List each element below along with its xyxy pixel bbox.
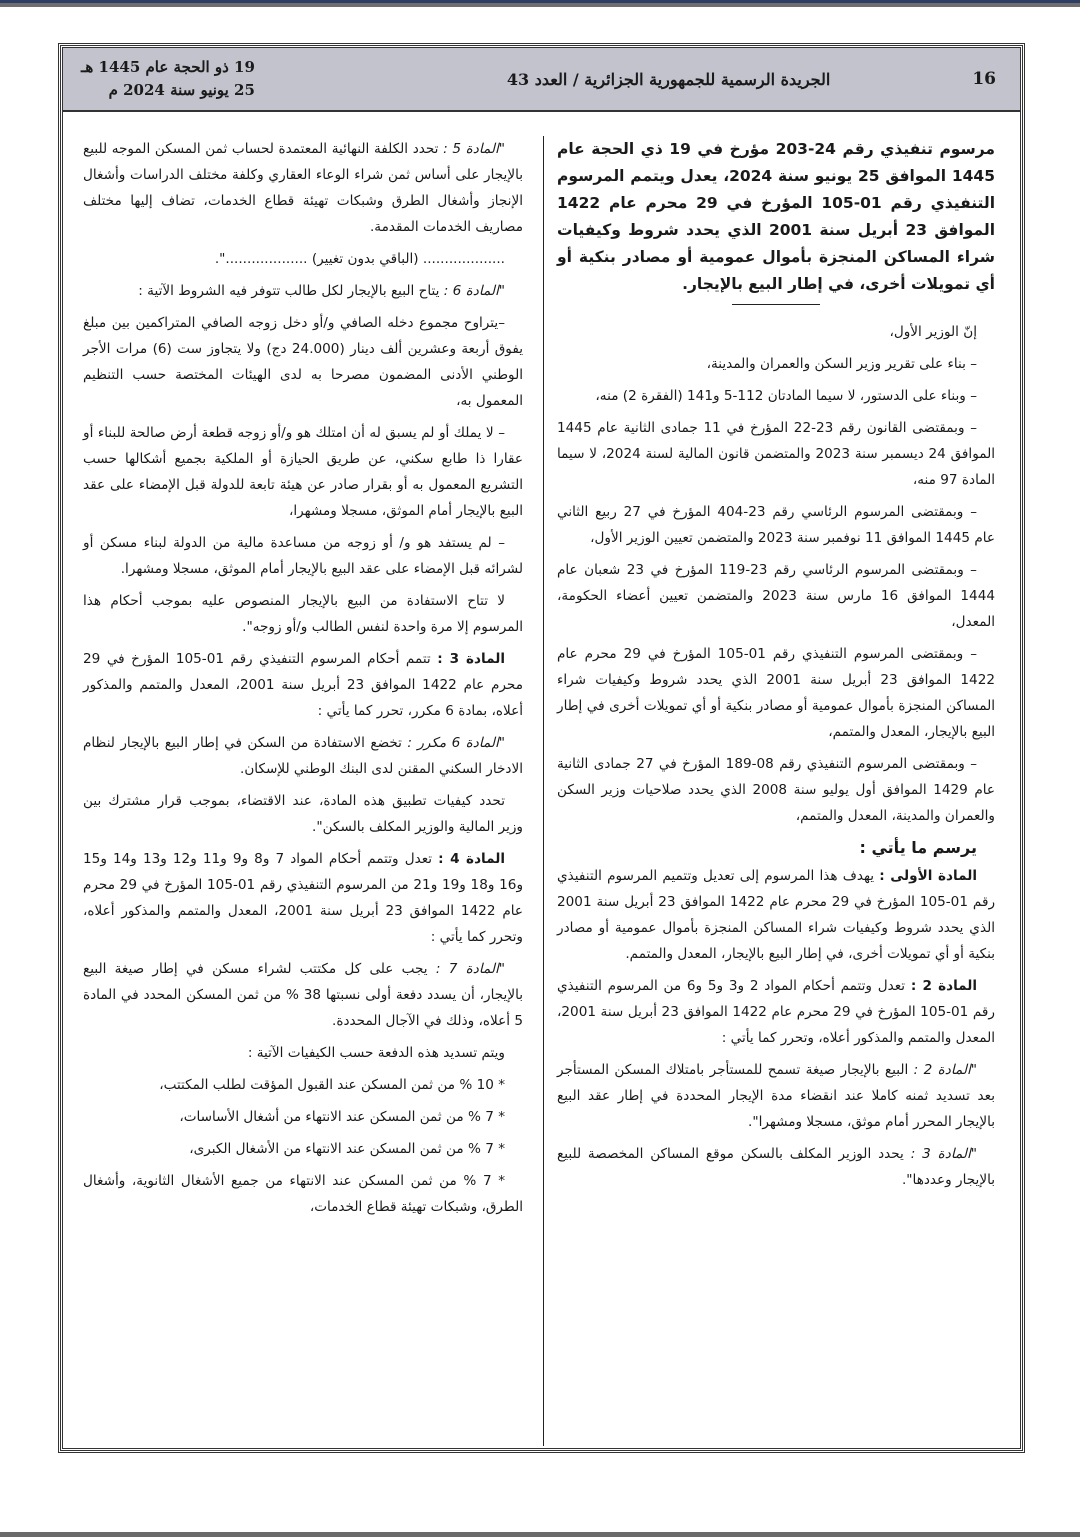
article-2 xyxy=(557,973,995,1051)
payment-item: * 7 % من ثمن المسكن عند الانتهاء من الأشغال الكبرى، xyxy=(189,1141,505,1157)
article-label: المادة 4 : xyxy=(438,851,506,867)
article-text: تتمم أحكام المرسوم التنفيذي رقم 01-105 المؤرخ في 29 محرم عام 1422 الموافق 23 أبريل سنة 2001، المعدل والمتمم والمذكور أعلاه، بمادة 6 مكرر، تحرر كما يأتي : xyxy=(83,651,523,719)
article-label: المادة الأولى : xyxy=(879,868,977,884)
condition-item: – لا يملك أو لم يسبق له أن امتلك هو و/أو زوجه قطعة أرض صالحة للبناء أو عقارا ذا طابع سكني، عن طريق الحيازة أو الملكية بجميع أشكالها حسب التشريع المعمول به أو بقرار صادر عن هيئة تابعة للدولة قبل الإمضاء على عقد البيع بالإيجار أمام الموثق، مسجلا ومشهرا، xyxy=(83,425,523,519)
quoted-article-3 xyxy=(557,1141,995,1193)
article-label: "المادة 6 : xyxy=(443,283,505,299)
right-column xyxy=(557,136,995,1199)
preamble-line: – وبمقتضى المرسوم التنفيذي رقم 08-189 المؤرخ في 27 جمادى الثانية عام 1429 الموافق أول يوليو سنة 2008 الذي يحدد صلاحيات وزير السكن والعمران والمدينة، المعدل والمتمم، xyxy=(557,756,995,824)
window-top-bar xyxy=(0,0,1080,7)
gazette-title: الجريدة الرسمية للجمهورية الجزائرية / العدد 43 xyxy=(506,69,831,89)
date-hijri: 19 ذو الحجة عام 1445 هـ xyxy=(81,58,255,76)
article-text: تحدد الكلفة النهائية المعتمدة لحساب ثمن المسكن الموجه للبيع بالإيجار على أساس ثمن شراء الوعاء العقاري وكلفة مختلف الدراسات وأشغال الإنجاز وأشغال الطرق وشبكات تهيئة قطاع الخدمات، تضاف إليها مختلف مصاريف الخدمات المقدمة. xyxy=(83,141,523,235)
article-text: يحدد الوزير المكلف بالسكن موقع المساكن المخصصة للبيع بالإيجار وعددها". xyxy=(557,1146,995,1188)
preamble-line: إنّ الوزير الأول، xyxy=(889,324,977,340)
preamble-line: – بناء على تقرير وزير السكن والعمران والمدينة، xyxy=(706,356,977,372)
preamble-line: – وبمقتضى المرسوم الرئاسي رقم 23-404 المؤرخ في 27 ربيع الثاني عام 1445 الموافق 11 نوفمبر سنة 2023 والمتضمن تعيين الوزير الأول، xyxy=(557,504,995,546)
article-text: يهدف هذا المرسوم إلى تعديل وتتميم المرسوم التنفيذي رقم 01-105 المؤرخ في 29 محرم عام 1422 الموافق 23 أبريل سنة 2001 الذي يحدد شروط وكيفيات شراء المساكن المنجزة بأموال عمومية أو مصادر بنكية أو أي تمويلات أخرى، في إطار البيع بالإيجار، المعدل والمتمم. xyxy=(557,868,996,962)
preamble-line: – وبمقتضى المرسوم التنفيذي رقم 01-105 المؤرخ في 29 محرم عام 1422 الموافق 23 أبريل سنة 2001 الذي يحدد شروط وكيفيات شراء المساكن المنجزة بأموال عمومية أو مصادر بنكية أو أي تمويلات أخرى في إطار البيع بالإيجار، المعدل والمتمم، xyxy=(557,646,995,740)
article-label: المادة 3 : xyxy=(437,651,506,667)
payment-item: * 7 % من ثمن المسكن عند الانتهاء من جميع الأشغال الثانوية، وأشغال الطرق، وشبكات تهيئة قطاع الخدمات، xyxy=(83,1173,523,1215)
condition-item: –يتراوح مجموع دخله الصافي و/أو دخل زوجه الصافي المتراكمين بين مبلغ يفوق أربعة وعشرين ألف دينار (24.000 دج) ولا يتجاوز ست (6) مرات الأجر الوطني الأدنى المضمون مصرحا به لدى الهيئات المختصة حسب التنظيم المعمول به، xyxy=(83,315,523,409)
quoted-article-5 xyxy=(83,136,523,240)
article-label: "المادة 7 : xyxy=(435,961,506,977)
gazette-page xyxy=(60,45,1023,1451)
article-text: يتاح البيع بالإيجار لكل طالب تتوفر فيه الشروط الآتية : xyxy=(138,283,440,299)
payment-item: * 7 % من ثمن المسكن عند الانتهاء من أشغال الأساسات، xyxy=(179,1109,505,1125)
article-text: تعدل وتتمم أحكام المواد 2 و3 و5 و6 من المرسوم التنفيذي رقم 01-105 المؤرخ في 29 محرم عام 1422 الموافق 23 أبريل سنة 2001، المعدل والمتمم والمذكور أعلاه، وتحرر كما يأتي : xyxy=(557,978,995,1046)
article-3 xyxy=(83,646,523,724)
article-label: "المادة 5 : xyxy=(443,141,506,157)
article-1 xyxy=(557,863,995,967)
payment-intro: ويتم تسديد هذه الدفعة حسب الكيفيات الآتية : xyxy=(247,1045,505,1061)
preamble-line: – وبمقتضى القانون رقم 23-22 المؤرخ في 11 جمادى الثانية عام 1445 الموافق 24 ديسمبر سنة 2023 والمتضمن قانون المالية لسنة 2024، لا سيما المادة 97 منه، xyxy=(557,420,996,488)
decrees-heading: يرسم ما يأتي : xyxy=(859,838,977,857)
date-gregorian: 25 يونيو سنة 2024 م xyxy=(108,81,255,99)
article-text: تعدل وتتمم أحكام المواد 7 و8 و9 و11 و12 و13 و14 و15 و16 و18 و19 و21 من المرسوم التنفيذي رقم 01-105 المؤرخ في 29 محرم عام 1422 الموافق 23 أبريل سنة 2001، المعدل والمتمم والمذكور أعلاه، وتحرر كما يأتي : xyxy=(83,851,524,945)
article-text: البيع بالإيجار صيغة تسمح للمستأجر بامتلاك المسكن المستأجر بعد تسديد ثمنه كاملا عند انقضاء مدة الإيجار المحددة في إطار عقد البيع بالإيجار المحرر أمام موثق، مسجلا ومشهرا". xyxy=(557,1062,995,1130)
article-label: "المادة 6 مكرر : xyxy=(407,735,506,751)
window-bottom-bar xyxy=(0,1532,1080,1537)
article-label: "المادة 2 : xyxy=(913,1062,977,1078)
article-4 xyxy=(83,846,523,950)
one-time-note: لا تتاح الاستفادة من البيع بالإيجار المنصوص عليه بموجب أحكام هذا المرسوم إلا مرة واحدة لنفس الطالب و/أو زوجه". xyxy=(83,593,523,635)
article-label: "المادة 3 : xyxy=(910,1146,977,1162)
quoted-article-2 xyxy=(557,1057,995,1135)
article-label: المادة 2 : xyxy=(910,978,978,994)
preamble-line: – وبناء على الدستور، لا سيما المادتان 112-5 و141 (الفقرة 2) منه، xyxy=(595,388,977,404)
left-column xyxy=(83,136,523,1226)
article-text: يجب على كل مكتتب لشراء مسكن في إطار صيغة البيع بالإيجار، أن يسدد دفعة أولى نسبتها 38 % من ثمن المسكن المحدد في المادة 5 أعلاه، وذلك في الآجال المحددة. xyxy=(83,961,523,1029)
article-text: تخضع الاستفادة من السكن في إطار البيع بالإيجار لنظام الادخار السكني المقنن لدى البنك الوطني للإسكان. xyxy=(83,735,523,777)
article-6bis-note: تحدد كيفيات تطبيق هذه المادة، عند الاقتضاء، بموجب قرار مشترك بين وزير المالية والوزير المكلف بالسكن". xyxy=(83,793,523,835)
quoted-article-6bis xyxy=(83,730,523,782)
preamble-line: – وبمقتضى المرسوم الرئاسي رقم 23-119 المؤرخ في 23 شعبان عام 1444 الموافق 16 مارس سنة 2023 والمتضمن تعيين أعضاء الحكومة، المعدل، xyxy=(557,562,995,630)
page-number: 16 xyxy=(972,69,996,89)
page-header xyxy=(63,48,1020,112)
title-divider xyxy=(732,304,820,305)
condition-item: – لم يستفد هو و/ أو زوجه من مساعدة مالية من الدولة لبناء مسكن أو لشرائه قبل الإمضاء على عقد البيع بالإيجار أمام الموثق، مسجلا ومشهرا. xyxy=(83,535,523,577)
issue-dates xyxy=(81,56,255,102)
quoted-article-7 xyxy=(83,956,523,1034)
quoted-article-6 xyxy=(83,278,523,304)
column-divider xyxy=(543,136,544,1446)
unchanged-note: ................... (الباقي بدون تغيير) ...................". xyxy=(214,251,505,267)
payment-item: * 10 % من ثمن المسكن عند القبول المؤقت لطلب المكتتب، xyxy=(159,1077,505,1093)
decree-title: مرسوم تنفيذي رقم 24-203 مؤرخ في 19 ذي الحجة عام 1445 الموافق 25 يونيو سنة 2024، يعدل ويتمم المرسوم التنفيذي رقم 01-105 المؤرخ في 29 محرم عام 1422 الموافق 23 أبريل سنة 2001 الذي يحدد شروط وكيفيات شراء المساكن المنجزة بأموال عمومية أو مصادر بنكية أو أي تمويلات أخرى، في إطار البيع بالإيجار. xyxy=(557,140,996,293)
